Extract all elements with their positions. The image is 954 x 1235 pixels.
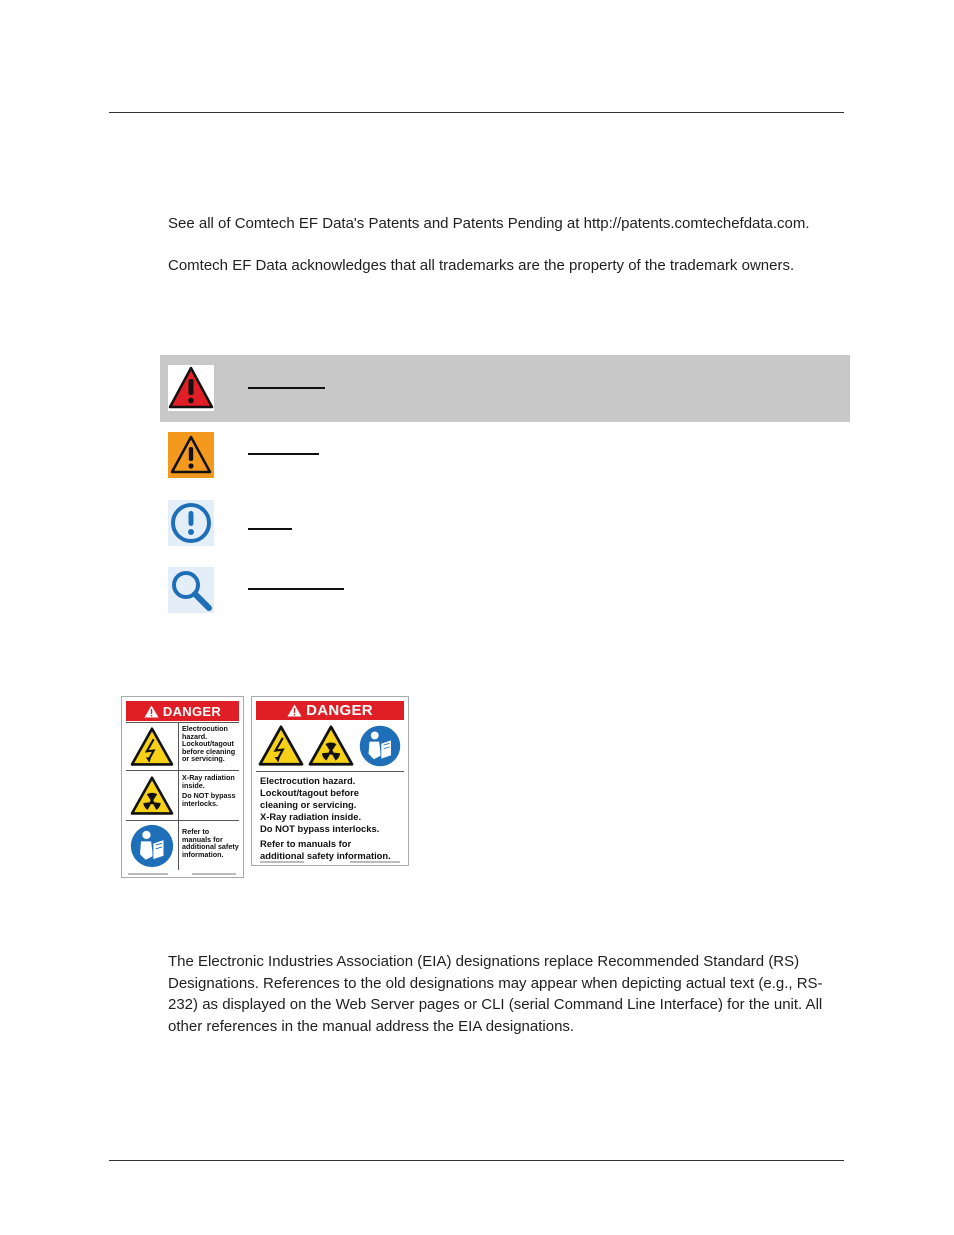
- label-text-line: hazard.: [182, 731, 208, 741]
- notice-row-reference: [160, 557, 850, 624]
- label-text-line: Lockout/tagout before: [260, 787, 359, 798]
- notice-heading-underline: [248, 528, 292, 530]
- danger-label-header-text: DANGER: [162, 703, 222, 719]
- label-text-line: Refer to: [182, 827, 210, 836]
- notice-row-danger: [160, 355, 850, 422]
- label-text-line: Do NOT bypass: [182, 791, 236, 801]
- read-manual-icon: [358, 724, 402, 768]
- label-row2-text: [182, 774, 236, 807]
- label-text-line: inside.: [182, 780, 205, 790]
- label-text-line: Do NOT bypass interlocks.: [260, 823, 380, 834]
- read-manual-icon: [129, 823, 175, 869]
- label-text-line: Lockout/tagout: [182, 739, 234, 749]
- danger-label-vertical: [121, 696, 244, 878]
- label-body-text: [260, 775, 391, 862]
- fine-print: [192, 873, 236, 875]
- label-row1-text: [182, 725, 235, 763]
- notice-row-important: [160, 490, 850, 557]
- danger-label-header: [256, 701, 404, 720]
- important-exclamation-icon: [168, 500, 214, 546]
- reference-magnifier-icon: [168, 567, 214, 613]
- trademarks-paragraph: Comtech EF Data acknowledges that all trademarks are the property of the trademark owners.: [168, 257, 795, 274]
- label-text-line: X-Ray radiation inside.: [260, 811, 362, 822]
- warning-triangle-icon: [144, 705, 159, 718]
- electrocution-hazard-icon: [258, 725, 304, 767]
- fine-print: [128, 873, 168, 875]
- label-divider: [256, 771, 404, 772]
- label-text-line: information.: [182, 849, 224, 859]
- notice-heading-underline: [248, 387, 325, 389]
- danger-label-header-text: DANGER: [306, 702, 373, 719]
- notice-row-caution: [160, 422, 850, 489]
- footer-rule: [109, 1160, 844, 1161]
- notice-heading-underline: [248, 588, 344, 590]
- warning-triangle-icon: [287, 704, 302, 717]
- patents-paragraph: See all of Comtech EF Data's Patents and Patents Pending at http://patents.comtechefdata.com.: [168, 215, 810, 232]
- label-text-line: cleaning or servicing.: [260, 799, 357, 810]
- label-text-line: additional safety information.: [260, 850, 391, 861]
- label-text-line: Electrocution: [182, 724, 228, 733]
- fine-print: [350, 861, 400, 863]
- label-text-line: or servicing.: [182, 754, 225, 764]
- label-divider: [126, 820, 239, 821]
- notice-heading-underline: [248, 453, 319, 455]
- label-text-line: manuals for: [182, 834, 223, 844]
- danger-label-header: [126, 701, 239, 721]
- header-rule: [109, 112, 844, 113]
- label-text-line: X-Ray radiation: [182, 773, 235, 782]
- label-divider: [126, 770, 239, 771]
- label-divider: [178, 722, 179, 870]
- electrocution-hazard-icon: [128, 727, 176, 767]
- label-text-line: Electrocution hazard.: [260, 775, 356, 786]
- danger-label-horizontal: [251, 696, 409, 866]
- fine-print: [260, 861, 304, 863]
- radiation-hazard-icon: [128, 776, 176, 816]
- caution-warning-icon: [168, 432, 214, 478]
- label-text-line: additional safety: [182, 842, 239, 852]
- radiation-hazard-icon: [308, 725, 354, 767]
- label-row3-text: [182, 828, 239, 858]
- eia-paragraph: The Electronic Industries Association (EIA) designations replace Recommended Standard (RS) Designations. References to the old designations may appear when depicting actual text (e.g., RS-232) as displayed on the Web Server pages or CLI (serial Command Line Interface) for the unit. All other references in the manual address the EIA designations.: [168, 953, 823, 1035]
- label-text-line: interlocks.: [182, 798, 218, 808]
- label-divider: [126, 722, 239, 723]
- label-text-line: Refer to manuals for: [260, 838, 352, 849]
- label-text-line: before cleaning: [182, 746, 236, 756]
- danger-warning-icon: [168, 365, 214, 411]
